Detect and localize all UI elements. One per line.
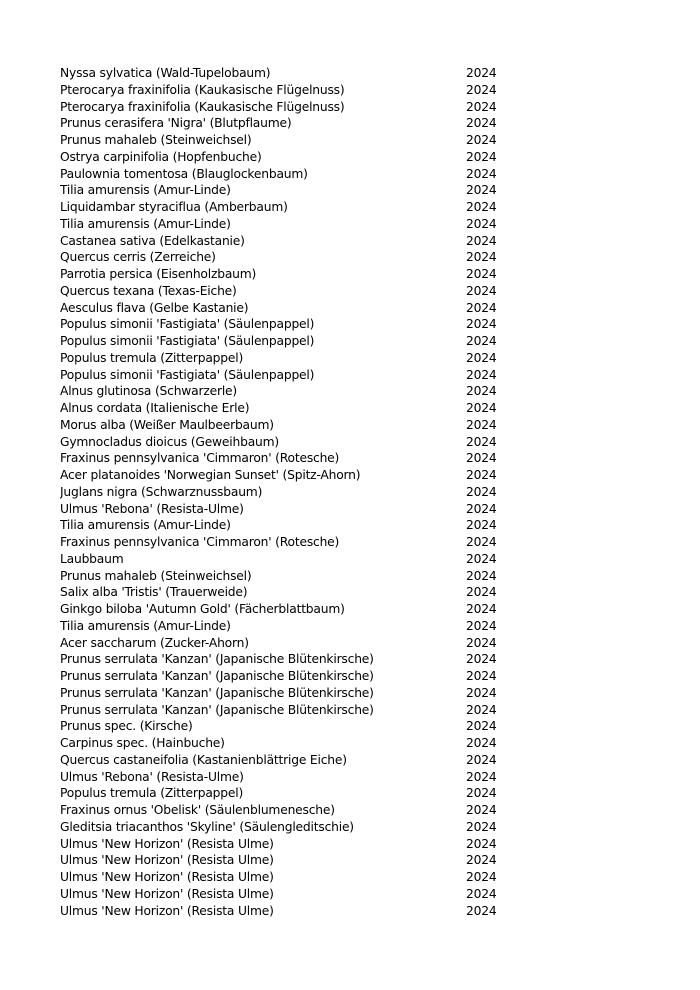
tree-species-name: Laubbaum (60, 551, 124, 566)
table-row (60, 249, 520, 266)
tree-species-name: Salix alba 'Tristis' (Trauerweide) (60, 585, 248, 600)
tree-species-name: Prunus mahaleb (Steinweichsel) (60, 133, 252, 147)
table-row (60, 417, 520, 434)
table-row (60, 233, 520, 250)
table-row (60, 99, 520, 116)
tree-species-name: Quercus castaneifolia (Kastanienblättrige Eiche) (60, 752, 347, 767)
table-row (60, 836, 520, 853)
table-row (60, 132, 520, 149)
tree-species-name: Liquidambar styraciflua (Amberbaum) (60, 200, 288, 214)
tree-species-name: Ginkgo biloba 'Autumn Gold' (Fächerblattbaum) (60, 602, 345, 616)
table-row (60, 400, 520, 417)
planting-year: 2024 (466, 99, 497, 114)
tree-species-name: Prunus serrulata 'Kanzan' (Japanische Blütenkirsche) (60, 702, 374, 717)
planting-year: 2024 (466, 484, 497, 499)
tree-species-name: Parrotia persica (Eisenholzbaum) (60, 267, 257, 281)
tree-species-name: Acer saccharum (Zucker-Ahorn) (60, 635, 249, 650)
tree-list (60, 65, 520, 919)
table-row (60, 283, 520, 300)
tree-species-name: Aesculus flava (Gelbe Kastanie) (60, 300, 249, 315)
table-row (60, 82, 520, 99)
planting-year: 2024 (466, 685, 497, 700)
tree-species-name: Populus tremula (Zitterpappel) (60, 350, 244, 365)
table-row (60, 601, 520, 618)
table-row (60, 333, 520, 350)
table-row (60, 182, 520, 199)
planting-year: 2024 (466, 736, 497, 750)
tree-species-name: Carpinus spec. (Hainbuche) (60, 736, 225, 750)
table-row (60, 166, 520, 183)
table-row (60, 383, 520, 400)
tree-species-name: Castanea sativa (Edelkastanie) (60, 233, 245, 248)
table-row (60, 551, 520, 568)
tree-species-name: Ulmus 'New Horizon' (Resista Ulme) (60, 903, 274, 918)
table-row (60, 752, 520, 769)
table-row (60, 852, 520, 869)
planting-year: 2024 (466, 752, 497, 767)
planting-year: 2024 (466, 434, 497, 449)
planting-year: 2024 (466, 903, 497, 918)
tree-species-name: Quercus cerris (Zerreiche) (60, 250, 216, 265)
planting-year: 2024 (466, 149, 497, 164)
planting-year: 2024 (466, 451, 497, 466)
planting-year: 2024 (466, 250, 497, 265)
planting-year: 2024 (466, 551, 497, 566)
tree-species-name: Prunus serrulata 'Kanzan' (Japanische Blütenkirsche) (60, 685, 374, 700)
tree-species-name: Pterocarya fraxinifolia (Kaukasische Flügelnuss) (60, 99, 345, 114)
tree-species-name: Tilia amurensis (Amur-Linde) (60, 216, 231, 231)
tree-species-name: Gymnocladus dioicus (Geweihbaum) (60, 434, 279, 449)
planting-year: 2024 (466, 652, 497, 667)
planting-year: 2024 (466, 200, 497, 214)
table-row (60, 450, 520, 467)
planting-year: 2024 (466, 267, 497, 281)
table-row (60, 316, 520, 333)
table-row (60, 702, 520, 719)
planting-year: 2024 (466, 166, 497, 181)
planting-year: 2024 (466, 233, 497, 248)
table-row (60, 718, 520, 735)
tree-species-name: Ulmus 'New Horizon' (Resista Ulme) (60, 870, 274, 884)
table-row (60, 584, 520, 601)
tree-species-name: Ulmus 'Rebona' (Resista-Ulme) (60, 769, 244, 784)
table-row (60, 668, 520, 685)
table-row (60, 199, 520, 216)
planting-year: 2024 (466, 568, 497, 583)
tree-species-name: Populus simonii 'Fastigiata' (Säulenpappel) (60, 334, 315, 348)
table-row (60, 568, 520, 585)
planting-year: 2024 (466, 819, 497, 834)
table-row (60, 869, 520, 886)
tree-species-name: Gleditsia triacanthos 'Skyline' (Säulengleditschie) (60, 819, 354, 834)
tree-species-name: Fraxinus pennsylvanica 'Cimmaron' (Rotesche) (60, 535, 340, 549)
planting-year: 2024 (466, 367, 497, 382)
planting-year: 2024 (466, 350, 497, 365)
table-row (60, 434, 520, 451)
planting-year: 2024 (466, 853, 497, 868)
planting-year: 2024 (466, 66, 497, 80)
table-row (60, 517, 520, 534)
planting-year: 2024 (466, 585, 497, 600)
planting-year: 2024 (466, 870, 497, 884)
table-row (60, 886, 520, 903)
planting-year: 2024 (466, 786, 497, 801)
planting-year: 2024 (466, 216, 497, 231)
table-row (60, 802, 520, 819)
tree-species-name: Ulmus 'New Horizon' (Resista Ulme) (60, 836, 274, 851)
tree-species-name: Tilia amurensis (Amur-Linde) (60, 518, 231, 533)
tree-species-name: Pterocarya fraxinifolia (Kaukasische Flügelnuss) (60, 82, 345, 97)
tree-species-name: Fraxinus pennsylvanica 'Cimmaron' (Rotesche) (60, 451, 340, 466)
planting-year: 2024 (466, 82, 497, 97)
table-row (60, 266, 520, 283)
planting-year: 2024 (466, 769, 497, 784)
table-row (60, 467, 520, 484)
table-row (60, 115, 520, 132)
planting-year: 2024 (466, 283, 497, 298)
tree-species-name: Paulownia tomentosa (Blauglockenbaum) (60, 166, 308, 181)
planting-year: 2024 (466, 417, 497, 432)
table-row (60, 216, 520, 233)
planting-year: 2024 (466, 501, 497, 516)
planting-year: 2024 (466, 518, 497, 533)
planting-year: 2024 (466, 468, 497, 482)
table-row (60, 651, 520, 668)
table-row (60, 300, 520, 317)
planting-year: 2024 (466, 183, 497, 198)
planting-year: 2024 (466, 669, 497, 683)
planting-year: 2024 (466, 836, 497, 851)
table-row (60, 903, 520, 920)
planting-year: 2024 (466, 334, 497, 348)
table-row (60, 65, 520, 82)
planting-year: 2024 (466, 803, 497, 817)
table-row (60, 769, 520, 786)
tree-species-name: Alnus glutinosa (Schwarzerle) (60, 384, 238, 399)
table-row (60, 618, 520, 635)
planting-year: 2024 (466, 602, 497, 616)
planting-year: 2024 (466, 401, 497, 415)
tree-species-name: Morus alba (Weißer Maulbeerbaum) (60, 417, 274, 432)
tree-species-name: Alnus cordata (Italienische Erle) (60, 401, 250, 415)
tree-species-name: Tilia amurensis (Amur-Linde) (60, 183, 231, 198)
planting-year: 2024 (466, 635, 497, 650)
tree-species-name: Prunus mahaleb (Steinweichsel) (60, 568, 252, 583)
table-row (60, 350, 520, 367)
planting-year: 2024 (466, 317, 497, 332)
planting-year: 2024 (466, 300, 497, 315)
planting-year: 2024 (466, 886, 497, 901)
table-row (60, 735, 520, 752)
tree-species-name: Populus tremula (Zitterpappel) (60, 786, 244, 801)
tree-species-name: Prunus serrulata 'Kanzan' (Japanische Blütenkirsche) (60, 652, 374, 667)
tree-species-name: Ostrya carpinifolia (Hopfenbuche) (60, 149, 262, 164)
table-row (60, 819, 520, 836)
tree-species-name: Prunus cerasifera 'Nigra' (Blutpflaume) (60, 116, 292, 131)
tree-species-name: Ulmus 'Rebona' (Resista-Ulme) (60, 501, 244, 516)
table-row (60, 534, 520, 551)
tree-species-name: Juglans nigra (Schwarznussbaum) (60, 484, 263, 499)
planting-year: 2024 (466, 618, 497, 633)
planting-year: 2024 (466, 535, 497, 549)
tree-species-name: Populus simonii 'Fastigiata' (Säulenpappel) (60, 367, 315, 382)
tree-species-name: Ulmus 'New Horizon' (Resista Ulme) (60, 853, 274, 868)
table-row (60, 635, 520, 652)
table-row (60, 685, 520, 702)
tree-species-name: Prunus spec. (Kirsche) (60, 719, 193, 734)
planting-year: 2024 (466, 384, 497, 399)
tree-species-name: Populus simonii 'Fastigiata' (Säulenpappel) (60, 317, 315, 332)
planting-year: 2024 (466, 116, 497, 131)
tree-species-name: Acer platanoides 'Norwegian Sunset' (Spitz-Ahorn) (60, 468, 361, 482)
table-row (60, 785, 520, 802)
tree-species-name: Quercus texana (Texas-Eiche) (60, 283, 237, 298)
table-row (60, 484, 520, 501)
planting-year: 2024 (466, 702, 497, 717)
tree-species-name: Prunus serrulata 'Kanzan' (Japanische Blütenkirsche) (60, 669, 374, 683)
tree-species-name: Ulmus 'New Horizon' (Resista Ulme) (60, 886, 274, 901)
table-row (60, 367, 520, 384)
table-row (60, 149, 520, 166)
planting-year: 2024 (466, 133, 497, 147)
tree-species-name: Fraxinus ornus 'Obelisk' (Säulenblumenesche) (60, 803, 335, 817)
tree-species-name: Tilia amurensis (Amur-Linde) (60, 618, 231, 633)
table-row (60, 501, 520, 518)
planting-year: 2024 (466, 719, 497, 734)
tree-species-name: Nyssa sylvatica (Wald-Tupelobaum) (60, 66, 271, 80)
